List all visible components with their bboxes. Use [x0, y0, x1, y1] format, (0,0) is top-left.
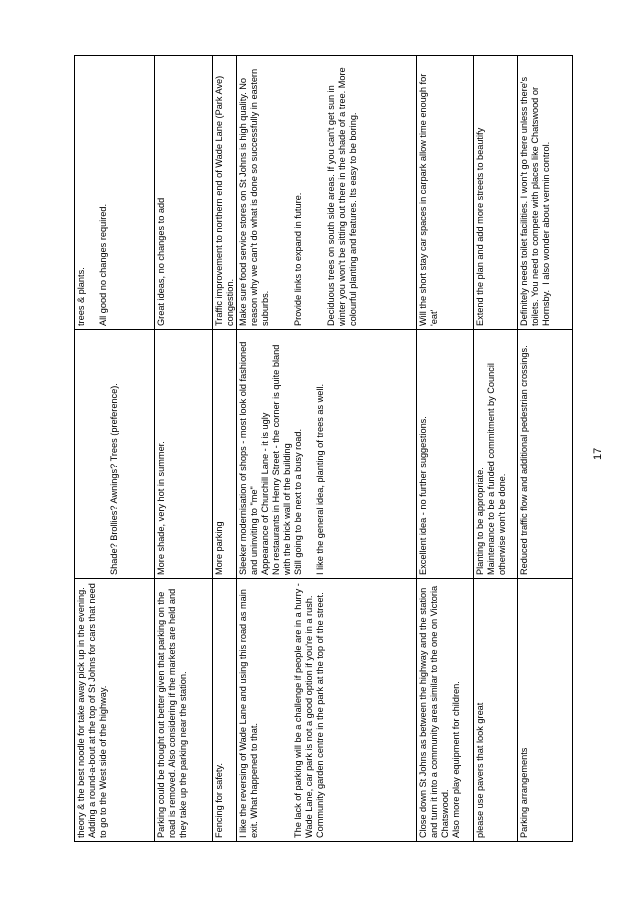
table-cell [155, 579, 213, 842]
table-row [75, 56, 155, 842]
cell-text: Excellent idea - no further suggestions. [418, 416, 428, 575]
cell-text: More parking [214, 521, 224, 575]
table-row [474, 56, 518, 842]
table-cell [75, 56, 155, 330]
table-cell [237, 330, 417, 579]
table-cell [518, 56, 573, 330]
cell-text: Planting to be appropriate. Maintenance to be a funded commitment by Council otherwise won't be done. [475, 363, 507, 575]
table-cell [474, 579, 518, 842]
cell-text: please use pavers that look great [475, 702, 485, 838]
table-cell [237, 56, 417, 330]
cell-text: Parking arrangements [519, 747, 529, 838]
cell-text: Make sure food service stores on St Johns is high quality. No reason why we can't do what is done so successfully in eastern suburbs. Provide links to expand in future. Deciduous trees on south side areas. If you can't get sun in winter you won't be sitting out there in the shade of a tree. More colourful planting and features. Its easy to be boring. [238, 67, 358, 326]
feedback-table [74, 55, 573, 842]
cell-text: Sleeker modernisation of shops - most look old fashioned and uninviting to "me" Appearance of Churchill Lane - it is ugly No restaurants in Henry Street - the corner is quite bland with the brick wall of the building Still going to be next to a busy road. I like the general idea, planting of trees as well. [238, 341, 325, 575]
table-cell [417, 579, 474, 842]
table-cell [417, 56, 474, 330]
page-number: 17 [592, 447, 604, 460]
cell-text: trees & plants. All good no changes required. [76, 203, 108, 326]
table-cell [213, 579, 237, 842]
table-cell [75, 579, 155, 842]
cell-text: Reduced traffic flow and additional pedestrian crossings. [519, 345, 529, 575]
table-cell [474, 56, 518, 330]
cell-text: Fencing for safety. [214, 763, 224, 838]
cell-text: Close down St Johns as between the highway and the station and turn it into a community area similar to the one on Victoria Chatswood. Also more play equipment for children. [418, 585, 461, 838]
table-row [213, 56, 237, 842]
table-cell [474, 330, 518, 579]
cell-text: Shade? Brollies? Awnings? Trees (preference). [109, 383, 119, 575]
table-cell [155, 56, 213, 330]
cell-text: I like the reversing of Wade Lane and using this road as main exit. What happened to that. The lack of parking will be a challenge if people are in a hurry - Wade Lane, car park is not a good option if you're in a rush. Community garden centre in the park at the top of the street. [238, 583, 325, 838]
cell-text: Extend the plan and add more streets to beautify [475, 127, 485, 326]
table-cell [237, 579, 417, 842]
table-cell [518, 579, 573, 842]
cell-text: Definitely needs toilet facilities. I won't go there unless there's toilets. You need to compete with places like Chatswood or Hornsby. I also wonder about vermin control. [519, 74, 551, 326]
cell-text: theory & the best noodle for take away pick up in the evening. Adding a round-a-bout at the top of St Johns for cars that need to go to the West side of the highway. [76, 583, 108, 838]
cell-text: Parking could be thought out better given that parking on the road is removed. Also considering if the markets are held and they take up the parking near the station. [156, 586, 188, 838]
table-cell [213, 330, 237, 579]
cell-text: Will the short stay car spaces in carpark allow time enough for 'eat' [418, 71, 439, 326]
table-cell [155, 330, 213, 579]
table-cell [213, 56, 237, 330]
cell-text: Great ideas, no changes to add [156, 197, 166, 326]
table-cell [417, 330, 474, 579]
cell-text: Traffic improvement to northern end of Wade Lane (Park Ave) congestion. [214, 73, 235, 326]
cell-text: More shade, very hot in summer. [156, 441, 166, 575]
table-row [417, 56, 474, 842]
table-row [518, 56, 573, 842]
table-cell [518, 330, 573, 579]
table-cell [75, 330, 155, 579]
table-row [237, 56, 417, 842]
table-row [155, 56, 213, 842]
